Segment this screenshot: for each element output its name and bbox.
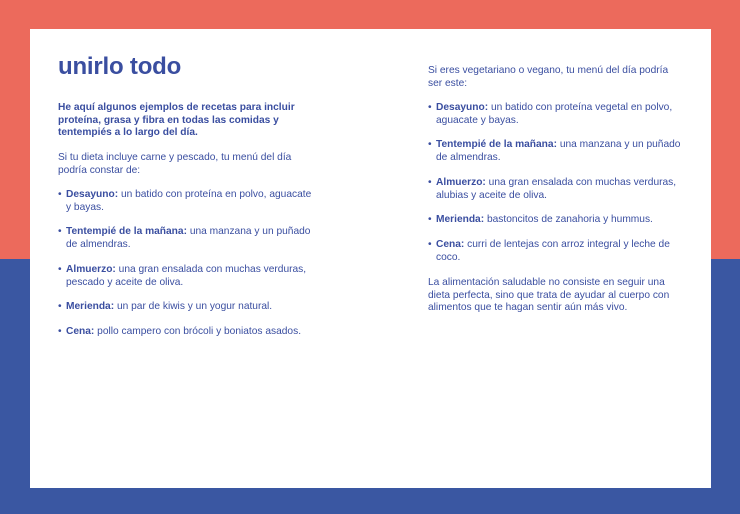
list-item: • Desayuno: un batido con proteína vegetal en polvo, aguacate y bayas.	[428, 102, 673, 126]
meal-text: curri de lentejas con arroz integral y leche de coco.	[436, 239, 670, 263]
meal-label: Tentempié de la mañana:	[66, 226, 187, 237]
meal-text: un batido con proteína vegetal en polvo, aguacate y bayas.	[436, 102, 673, 126]
meal-label: Cena:	[436, 239, 465, 250]
intro-paragraph: He aquí algunos ejemplos de recetas para incluir proteína, grasa y fibra en todas las comidas y tentempiés a lo largo del día.	[58, 102, 295, 139]
list-item: • Desayuno: un batido con proteína en polvo, aguacate y bayas.	[58, 189, 312, 213]
meal-text: una manzana y un puñado de almendras.	[66, 226, 311, 250]
meal-label: Merienda:	[66, 301, 115, 312]
meal-text: bastoncitos de zanahoria y hummus.	[486, 214, 653, 225]
meal-label: Desayuno:	[66, 189, 119, 200]
meal-label: Almuerzo:	[66, 264, 116, 275]
list-item: • Merienda: un par de kiwis y un yogur natural.	[58, 301, 273, 312]
meal-label: Almuerzo:	[436, 177, 486, 188]
meal-text: pollo campero con brócoli y boniatos asados.	[97, 326, 302, 337]
list-item: • Tentempié de la mañana: una manzana y un puñado de almendras.	[428, 139, 681, 163]
list-item: • Cena: pollo campero con brócoli y boniatos asados.	[58, 326, 302, 337]
left-lead-text: Si tu dieta incluye carne y pescado, tu menú del día podría constar de:	[58, 152, 292, 176]
list-item: • Almuerzo: una gran ensalada con muchas verduras, pescado y aceite de oliva.	[58, 264, 307, 288]
meal-text: una gran ensalada con muchas verduras, alubias y aceite de oliva.	[436, 177, 677, 201]
closing-paragraph: La alimentación saludable no consiste en seguir una dieta perfecta, sino que trata de ayudar al cuerpo con alimentos que te hagan sentir aún más vivo.	[428, 277, 670, 314]
meal-text: un par de kiwis y un yogur natural.	[116, 301, 273, 312]
meal-text: una gran ensalada con muchas verduras, pescado y aceite de oliva.	[66, 264, 307, 288]
list-item: • Merienda: bastoncitos de zanahoria y hummus.	[428, 214, 653, 225]
document-page	[30, 29, 711, 488]
meal-label: Tentempié de la mañana:	[436, 139, 557, 150]
meal-text: una manzana y un puñado de almendras.	[436, 139, 681, 163]
meal-text: un batido con proteína en polvo, aguacate y bayas.	[66, 189, 312, 213]
meal-label: Desayuno:	[436, 102, 489, 113]
meal-label: Cena:	[66, 326, 95, 337]
list-item: • Almuerzo: una gran ensalada con muchas verduras, alubias y aceite de oliva.	[428, 177, 677, 201]
list-item: • Tentempié de la mañana: una manzana y un puñado de almendras.	[58, 226, 311, 250]
page-title: unirlo todo	[58, 53, 182, 80]
right-lead-text: Si eres vegetariano o vegano, tu menú del día podría ser este:	[428, 65, 669, 89]
list-item: • Cena: curri de lentejas con arroz integral y leche de coco.	[428, 239, 670, 263]
meal-label: Merienda:	[436, 214, 485, 225]
